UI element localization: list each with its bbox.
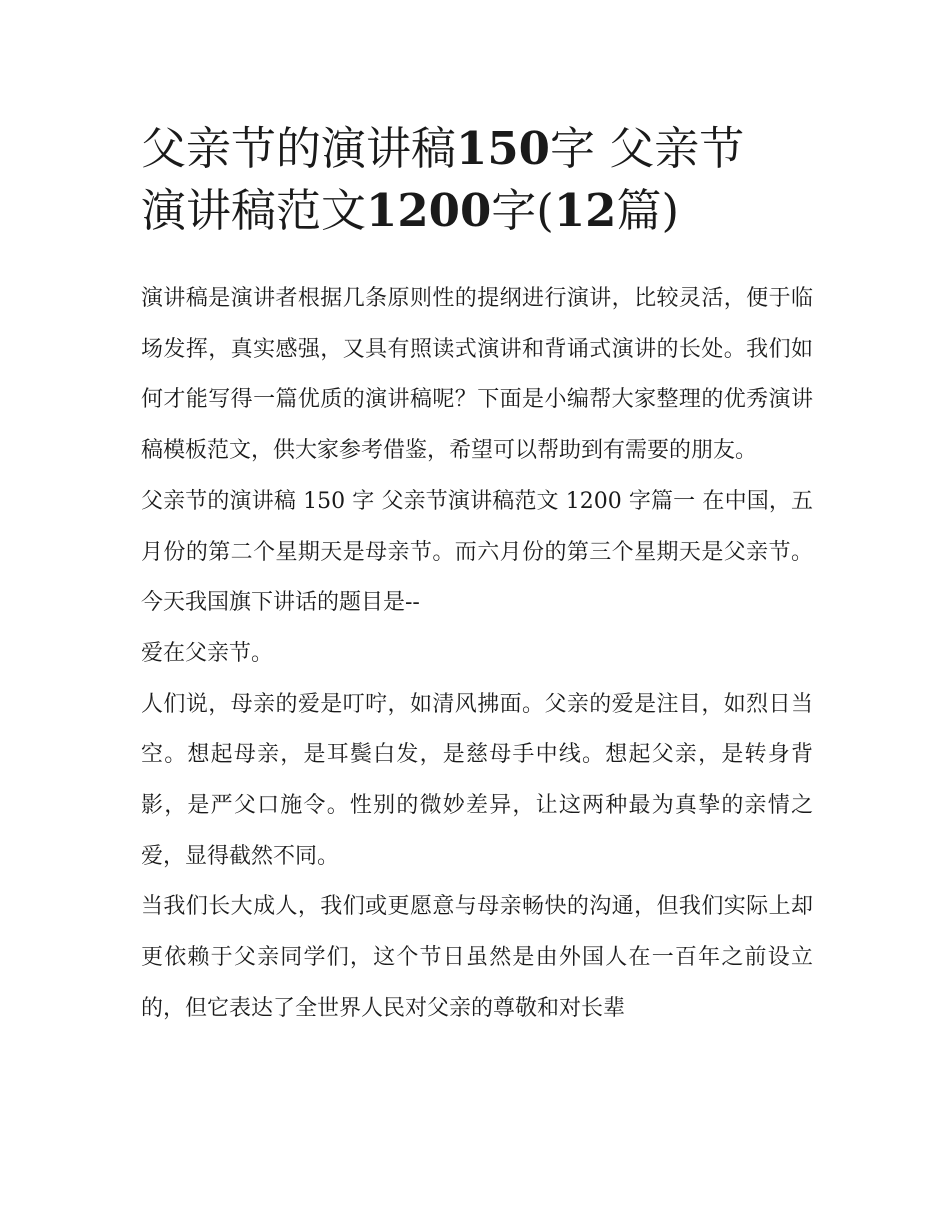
title-text: 篇) bbox=[616, 184, 680, 237]
title-text: 父亲节的演讲稿 bbox=[141, 122, 457, 175]
title-number: 12 bbox=[553, 184, 617, 237]
paragraph-grown-up: 当我们长大成人，我们或更愿意与母亲畅快的沟通，但我们实际上却更依赖于父亲同学们，这个节日虽然是由外国人在一百年之前设立的，但它表达了全世界人民对父亲的尊敬和对长辈 bbox=[141, 894, 813, 1021]
title-text: 字 父亲节 bbox=[549, 122, 745, 175]
document-body bbox=[141, 274, 813, 1035]
title-text: 演讲稿范文 bbox=[141, 184, 367, 237]
paragraph-section-one: 父亲节的演讲稿 150 字 父亲节演讲稿范文 1200 字篇一 在中国，五月份的第二个星期天是母亲节。而六月份的第三个星期天是父亲节。今天我国旗下讲话的题目是-- bbox=[141, 488, 813, 616]
paragraph-intro: 演讲稿是演讲者根据几条原则性的提纲进行演讲，比较灵活，便于临场发挥，真实感强，又具有照读式演讲和背诵式演讲的长处。我们如何才能写得一篇优质的演讲稿呢？下面是小编帮大家整理的优秀演讲稿模板范文，供大家参考借鉴，希望可以帮助到有需要的朋友。 bbox=[141, 286, 813, 464]
document-title bbox=[141, 118, 813, 242]
title-number: 1200 bbox=[366, 184, 492, 237]
paragraph-topic: 爱在父亲节。 bbox=[141, 640, 274, 666]
paragraph-love: 人们说，母亲的爱是叮咛，如清风拂面。父亲的爱是注目，如烈日当空。想起母亲，是耳鬓白发，是慈母手中线。想起父亲，是转身背影，是严父口施令。性别的微妙差异，让这两种最为真挚的亲情之爱，显得截然不同。 bbox=[141, 691, 813, 869]
title-number: 150 bbox=[456, 122, 550, 175]
document-page bbox=[141, 118, 813, 1035]
title-text: 字( bbox=[491, 184, 554, 237]
